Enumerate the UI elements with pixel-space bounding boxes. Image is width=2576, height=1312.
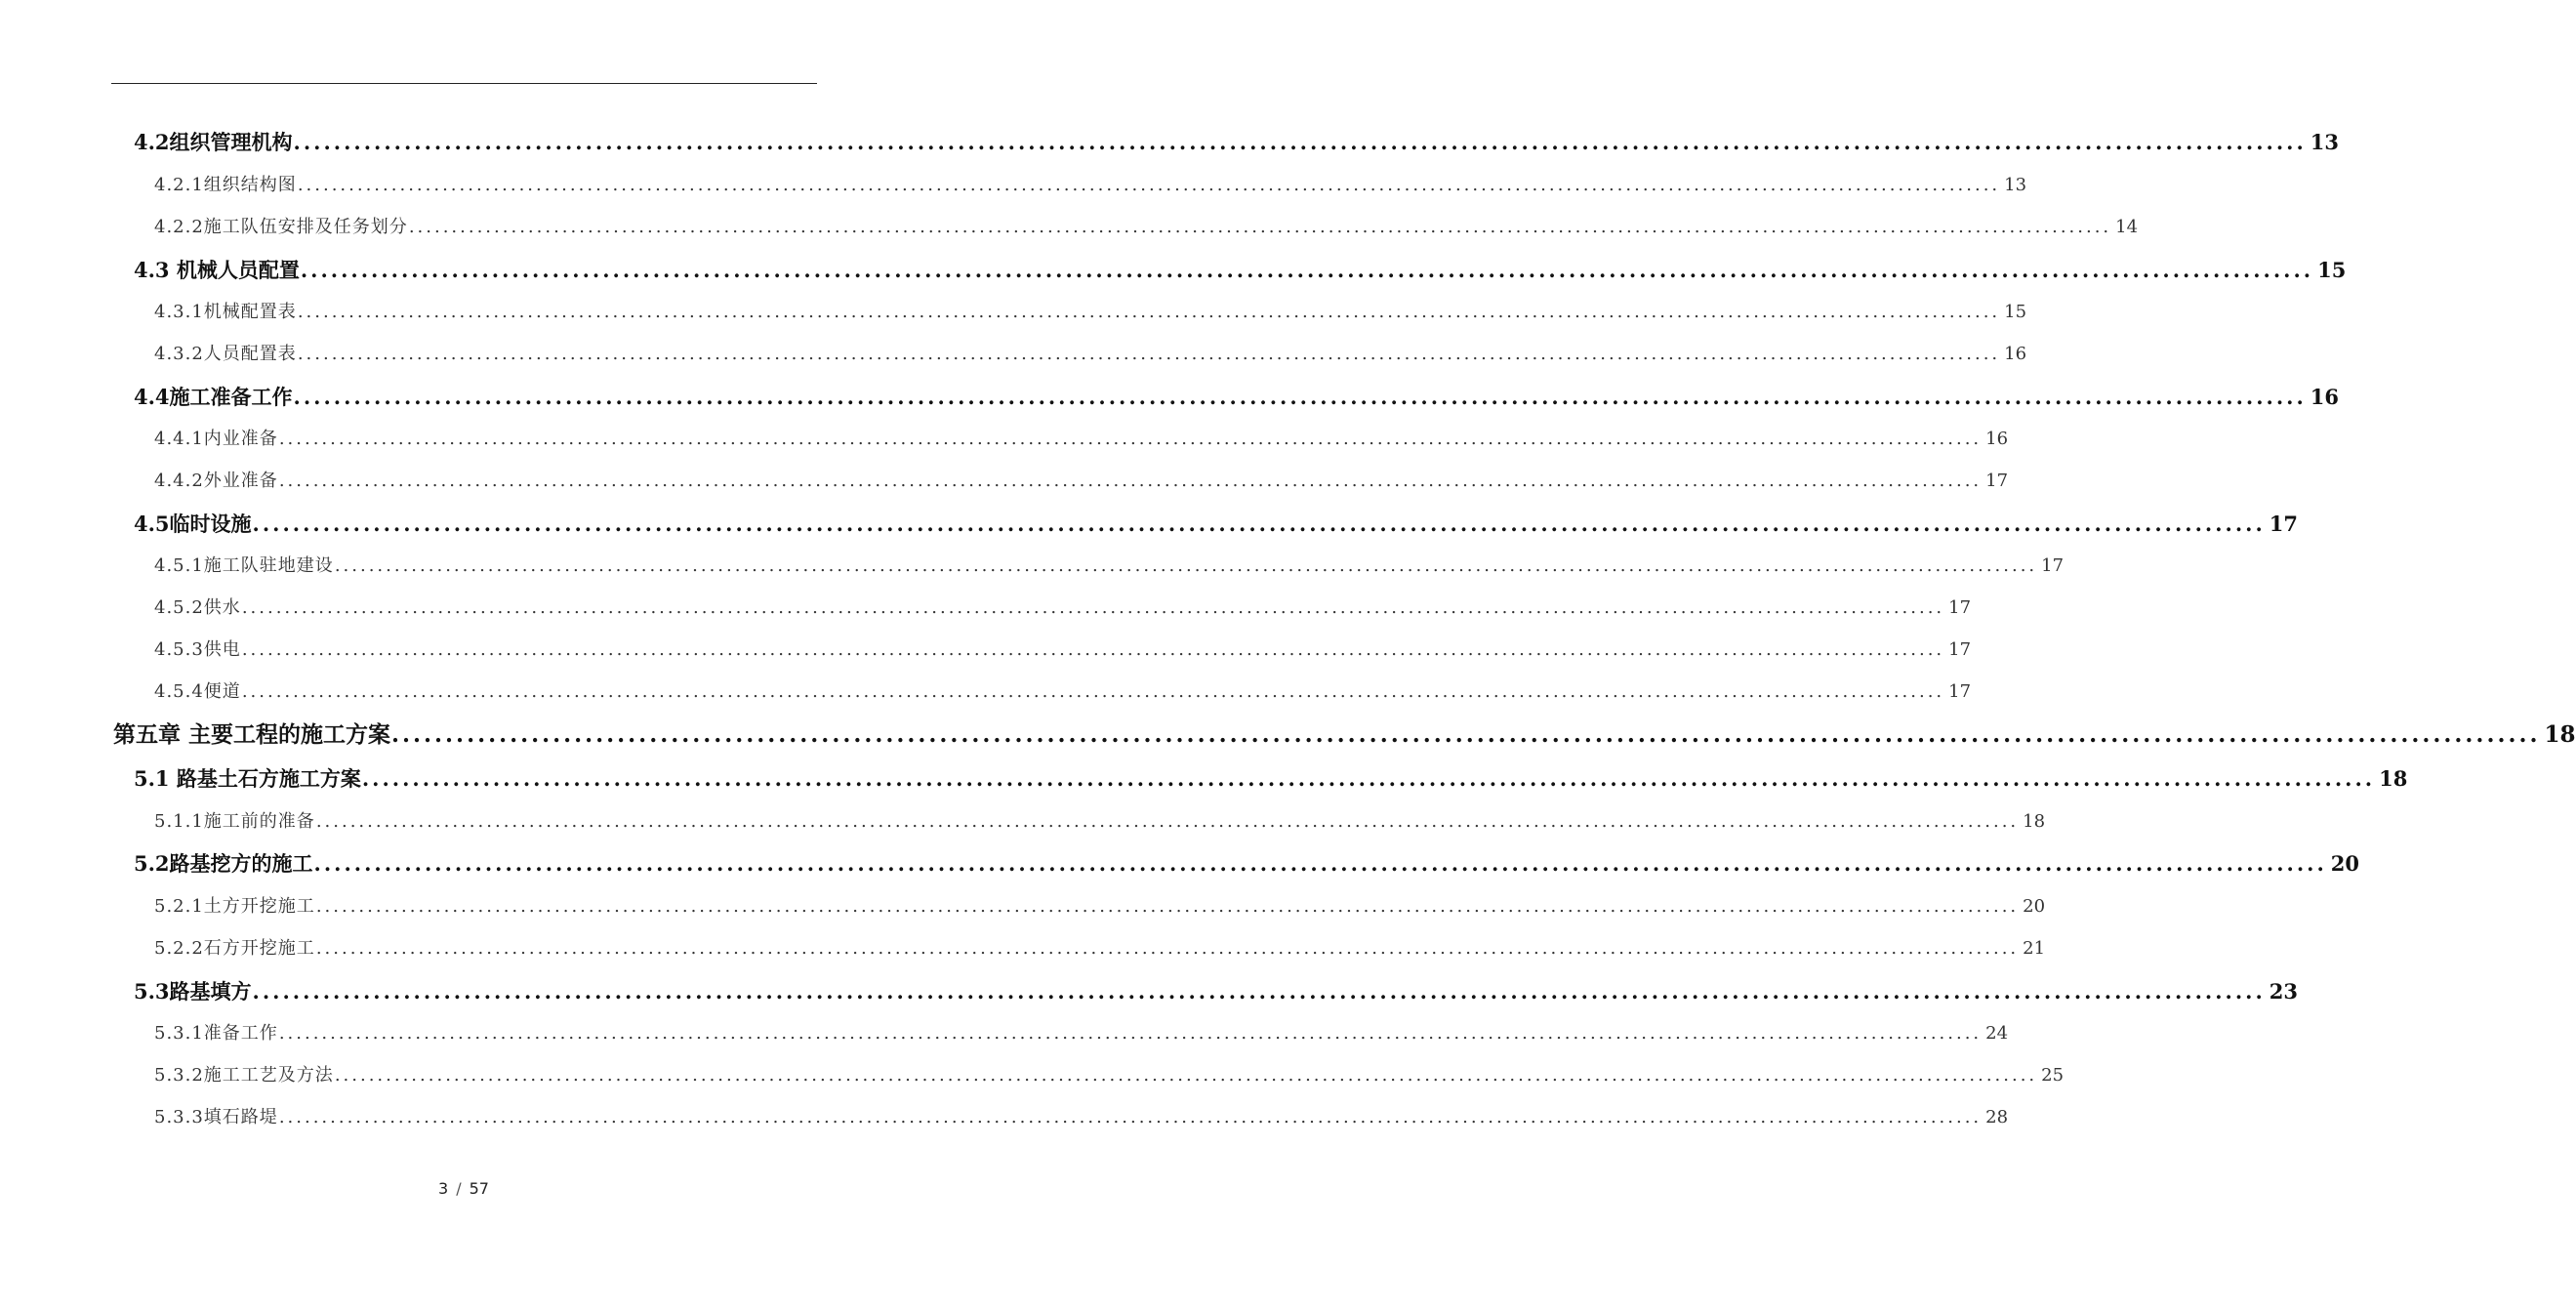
toc-entry-title: 4.3.2人员配置表 [154,344,297,364]
toc-entry-sub[interactable] [154,935,2046,963]
toc-entry-sub[interactable] [154,808,2046,836]
toc-entry-title: 5.2路基挖方的施工 [134,851,313,876]
page-footer [0,1179,927,1198]
toc-entry-title: 4.5.2供水 [154,597,241,618]
toc-entry-title: 4.4.2外业准备 [154,471,278,491]
toc-entry-page-number: 17 [1985,471,2009,491]
toc-dot-leader: ........................................................................................................................................................................................................ [278,1107,1983,1128]
toc-entry-section[interactable] [134,383,2339,412]
toc-dot-leader: ........................................................................................................................................................................................................ [241,681,1945,702]
toc-entry-sub[interactable] [154,678,1972,706]
toc-dot-leader: ........................................................................................................................................................................................................ [300,258,2314,282]
toc-entry-section[interactable] [134,764,2408,794]
toc-dot-leader: ........................................................................................................................................................................................................ [278,471,1983,491]
toc-entry-sub[interactable] [154,214,2139,241]
toc-entry-page-number: 17 [2041,555,2065,576]
toc-dot-leader: ........................................................................................................................................................................................................ [252,512,2266,536]
toc-entry-page-number: 17 [1948,681,1972,702]
toc-entry-sub[interactable] [154,594,1972,622]
toc-dot-leader: ........................................................................................................................................................................................................ [297,302,2001,322]
toc-entry-page-number: 24 [1985,1023,2009,1044]
toc-dot-leader: ........................................................................................................................................................................................................ [313,851,2327,876]
toc-entry-page-number: 21 [2023,938,2046,959]
toc-entry-title: 5.1 路基土石方施工方案 [134,766,361,791]
toc-entry-page-number: 20 [2330,851,2359,876]
toc-entry-title: 5.3.1准备工作 [154,1023,278,1044]
toc-entry-sub[interactable] [154,553,2065,580]
header-rule [111,83,817,84]
toc-entry-sub[interactable] [154,893,2046,921]
toc-entry-title: 4.5.3供电 [154,639,241,660]
current-page-number: 3 [438,1179,449,1198]
toc-entry-title: 4.4.1内业准备 [154,429,278,449]
toc-dot-leader: ........................................................................................................................................................................................................ [278,429,1983,449]
toc-dot-leader: ........................................................................................................................................................................................................ [391,721,2541,748]
toc-entry-page-number: 17 [2269,512,2298,536]
toc-dot-leader: ........................................................................................................................................................................................................ [297,175,2001,195]
toc-entry-title: 4.5.1施工队驻地建设 [154,555,334,576]
toc-dot-leader: ........................................................................................................................................................................................................ [408,217,2112,237]
toc-entry-title: 4.5临时设施 [134,512,252,536]
toc-dot-leader: ........................................................................................................................................................................................................ [315,811,2020,832]
toc-dot-leader: ........................................................................................................................................................................................................ [293,385,2307,409]
toc-dot-leader: ........................................................................................................................................................................................................ [278,1023,1983,1044]
toc-entry-page-number: 15 [2004,302,2027,322]
toc-dot-leader: ........................................................................................................................................................................................................ [361,766,2376,791]
toc-entry-sub[interactable] [154,468,2009,495]
toc-dot-leader: ........................................................................................................................................................................................................ [315,938,2020,959]
toc-dot-leader: ........................................................................................................................................................................................................ [334,555,2038,576]
toc-entry-title: 5.2.1土方开挖施工 [154,896,315,917]
toc-entry-page-number: 18 [2379,766,2408,791]
total-pages: 57 [469,1179,489,1198]
toc-entry-title: 5.3.2施工工艺及方法 [154,1065,334,1086]
toc-entry-page-number: 16 [2004,344,2027,364]
toc-dot-leader: ........................................................................................................................................................................................................ [293,130,2307,154]
toc-entry-page-number: 14 [2115,217,2139,237]
toc-dot-leader: ........................................................................................................................................................................................................ [297,344,2001,364]
toc-entry-sub[interactable] [154,299,2027,326]
toc-entry-page-number: 17 [1948,639,1972,660]
toc-entry-title: 4.3.1机械配置表 [154,302,297,322]
toc-entry-sub[interactable] [154,1104,2009,1131]
toc-entry-title: 5.1.1施工前的准备 [154,811,315,832]
toc-entry-title: 4.4施工准备工作 [134,385,293,409]
toc-entry-page-number: 13 [2004,175,2027,195]
toc-entry-page-number: 15 [2317,258,2347,282]
toc-entry-chapter[interactable] [113,719,2576,751]
toc-entry-sub[interactable] [154,341,2027,368]
page-separator: / [456,1179,462,1198]
toc-entry-page-number: 18 [2023,811,2046,832]
toc-entry-section[interactable] [134,977,2298,1006]
toc-entry-sub[interactable] [154,1020,2009,1047]
toc-entry-page-number: 17 [1948,597,1972,618]
toc-entry-title: 4.3 机械人员配置 [134,258,300,282]
toc-entry-title: 4.2.1组织结构图 [154,175,297,195]
toc-entry-sub[interactable] [154,426,2009,453]
toc-entry-title: 5.3.3填石路堤 [154,1107,278,1128]
toc-entry-page-number: 25 [2041,1065,2065,1086]
toc-entry-page-number: 23 [2269,979,2298,1004]
toc-entry-section[interactable] [134,128,2339,157]
toc-dot-leader: ........................................................................................................................................................................................................ [334,1065,2038,1086]
toc-entry-page-number: 16 [1985,429,2009,449]
toc-entry-title: 4.5.4便道 [154,681,241,702]
toc-entry-page-number: 18 [2544,721,2576,748]
toc-entry-page-number: 16 [2310,385,2339,409]
toc-entry-title: 5.2.2石方开挖施工 [154,938,315,959]
toc-entry-title: 4.2.2施工队伍安排及任务划分 [154,217,408,237]
toc-dot-leader: ........................................................................................................................................................................................................ [241,639,1945,660]
toc-entry-title: 第五章 主要工程的施工方案 [113,721,391,748]
toc-dot-leader: ........................................................................................................................................................................................................ [252,979,2266,1004]
toc-dot-leader: ........................................................................................................................................................................................................ [315,896,2020,917]
toc-entry-title: 4.2组织管理机构 [134,130,293,154]
toc-entry-sub[interactable] [154,172,2027,199]
toc-entry-page-number: 13 [2310,130,2339,154]
toc-entry-sub[interactable] [154,1062,2065,1089]
toc-entry-page-number: 20 [2023,896,2046,917]
toc-entry-page-number: 28 [1985,1107,2009,1128]
toc-entry-sub[interactable] [154,636,1972,664]
toc-entry-section[interactable] [134,849,2359,879]
toc-entry-section[interactable] [134,256,2347,285]
toc-entry-title: 5.3路基填方 [134,979,252,1004]
toc-dot-leader: ........................................................................................................................................................................................................ [241,597,1945,618]
toc-entry-section[interactable] [134,510,2298,539]
